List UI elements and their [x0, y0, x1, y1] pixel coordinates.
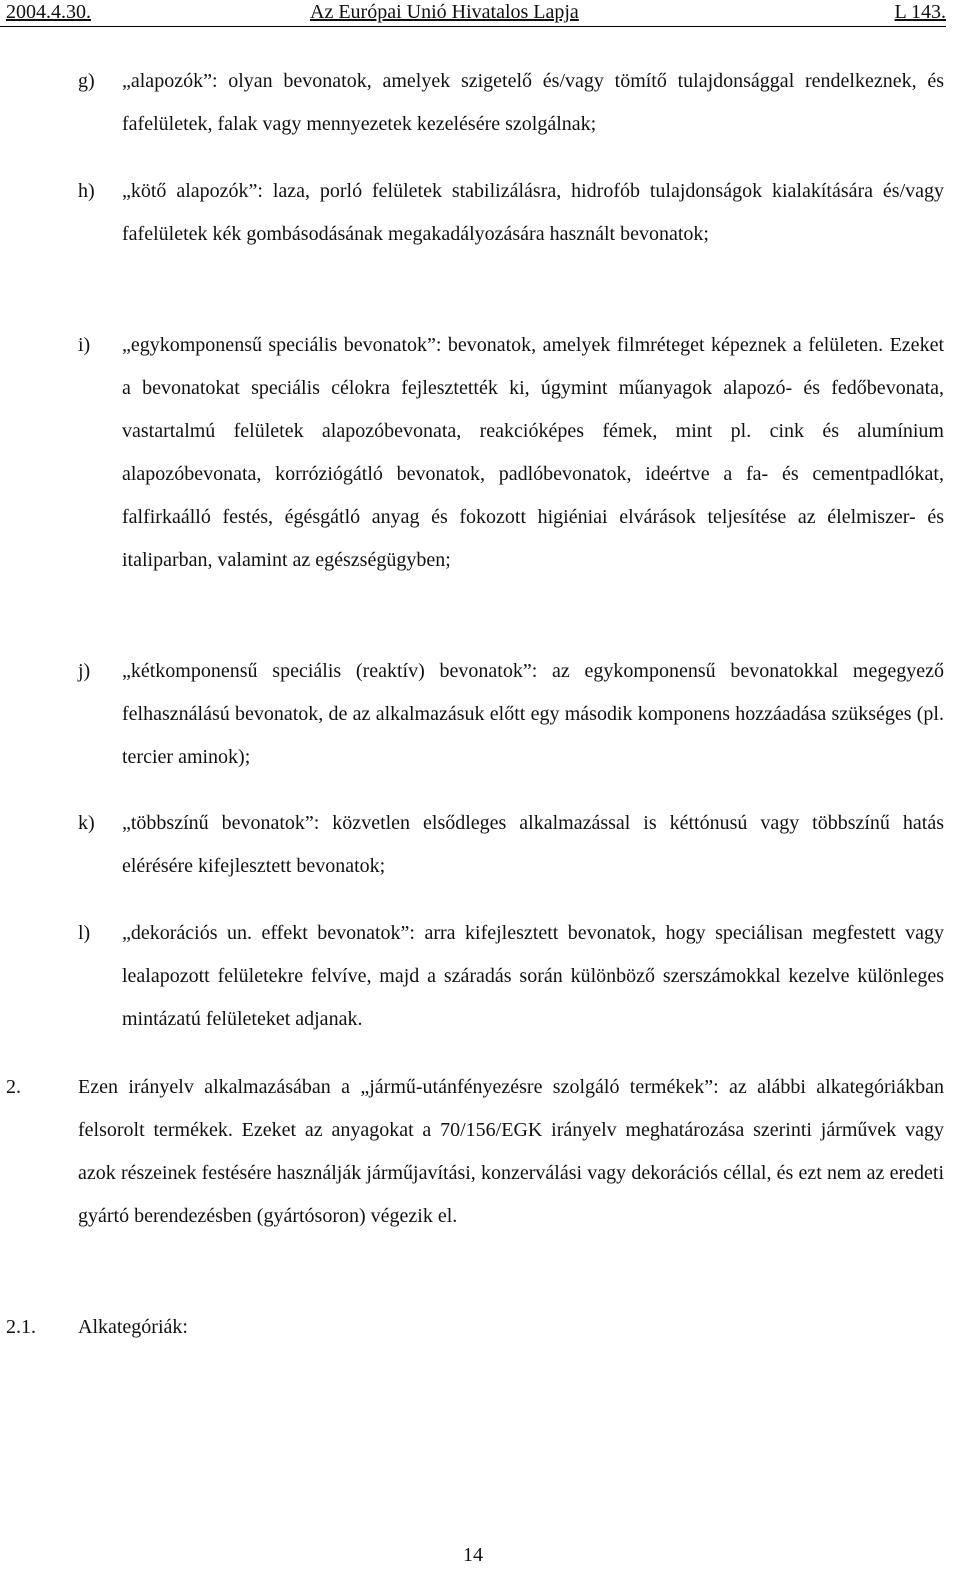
list-item-i — [78, 324, 944, 582]
list-marker: j) — [78, 660, 91, 682]
list-marker: g) — [78, 70, 95, 92]
header-journal-title: Az Európai Unió Hivatalos Lapja — [310, 1, 579, 23]
list-item-l — [78, 912, 944, 1041]
section-number: 2.1. — [6, 1316, 36, 1338]
list-item-h — [78, 170, 944, 256]
list-item-j — [78, 650, 944, 779]
header-date: 2004.4.30. — [6, 1, 91, 23]
list-marker: l) — [78, 922, 91, 944]
section-text: Alkategóriák: — [78, 1316, 188, 1338]
section-number: 2. — [6, 1076, 21, 1098]
list-item-text: „többszínű bevonatok”: közvetlen elsődleges alkalmazással is kéttónusú vagy többszínű hatás elérésére kifejlesztett bevonatok; — [122, 812, 944, 877]
header-page-reference: L 143. — [894, 1, 946, 23]
section-2 — [6, 1066, 944, 1238]
list-item-text: „kétkomponensű speciális (reaktív) bevonatok”: az egykomponensű bevonatokkal megegyező felhasználású bevonatok, de az alkalmazásuk előtt egy második komponens hozzáadása szükséges (pl. tercier aminok); — [122, 660, 944, 768]
list-item-text: „alapozók”: olyan bevonatok, amelyek szigetelő és/vagy tömítő tulajdonsággal rendelkeznek, és fafelületek, falak vagy mennyezetek kezelésére szolgálnak; — [122, 70, 944, 135]
list-item-k — [78, 802, 944, 888]
list-marker: k) — [78, 812, 95, 834]
list-item-text: „egykomponensű speciális bevonatok”: bevonatok, amelyek filmréteget képeznek a felületen. Ezeket a bevonatokat speciális célokra fejlesztették ki, úgymint műanyagok alapozó- és fedőbevonata, vastartalmú felületek alapozóbevonata, reakcióképes fémek, mint pl. cink és alumínium alapozóbevonata, korróziógátló bevonatok, padlóbevonatok, ideértve a fa- és cementpadlókat, falfirkaálló festés, égésgátló anyag és fokozott higiéniai elvárások teljesítése az élelmiszer- és italiparban, valamint az egészségügyben; — [122, 334, 944, 571]
list-item-text: „dekorációs un. effekt bevonatok”: arra kifejlesztett bevonatok, hogy speciálisan megfestett vagy lealapozott felületekre felvíve, majd a száradás során különböző szerszámokkal kezelve különleges mintázatú felületeket adjanak. — [122, 922, 944, 1030]
page-header — [0, 0, 946, 27]
page-number: 14 — [463, 1544, 483, 1566]
list-item-g — [78, 60, 944, 146]
section-text: Ezen irányelv alkalmazásában a „jármű-utánfényezésre szolgáló termékek”: az alábbi alkategóriákban felsorolt termékek. Ezeket az anyagokat a 70/156/EGK irányelv meghatározása szerinti járművek vagy azok részeinek festésére használják járműjavítási, konzerválási vagy dekorációs céllal, és ezt nem az eredeti gyártó berendezésben (gyártósoron) végezik el. — [78, 1076, 944, 1227]
list-item-text: „kötő alapozók”: laza, porló felületek stabilizálásra, hidrofób tulajdonságok kialakítására és/vagy fafelületek kék gombásodásának megakadályozására használt bevonatok; — [122, 180, 944, 245]
section-2-1 — [6, 1306, 944, 1349]
list-marker: h) — [78, 180, 95, 202]
list-marker: i) — [78, 334, 91, 356]
